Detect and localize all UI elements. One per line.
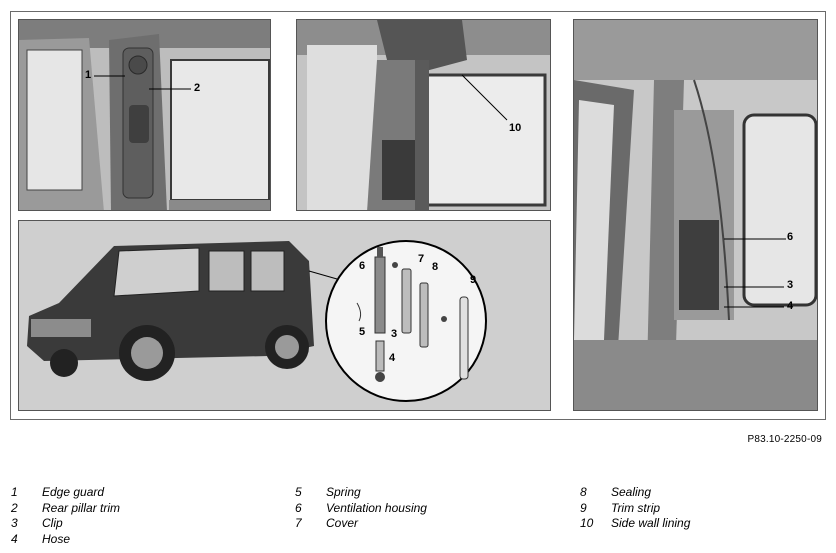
callout-7: 7 xyxy=(418,253,425,265)
callout-3: 3 xyxy=(787,279,794,291)
callout-2: 2 xyxy=(194,82,201,94)
panel-rear-pillar xyxy=(18,19,271,211)
panel-vehicle-detail xyxy=(18,220,551,411)
callout-4: 4 xyxy=(787,300,794,312)
panel-interior-pillar xyxy=(573,19,818,411)
figure-id: P83.10-2250-09 xyxy=(747,434,822,445)
callout-1: 1 xyxy=(85,69,92,81)
callout-8: 8 xyxy=(432,261,439,273)
callout-6: 6 xyxy=(787,231,794,243)
callout-10: 10 xyxy=(509,122,522,134)
callout-9: 9 xyxy=(470,274,477,286)
callout-3-detail: 3 xyxy=(391,328,398,340)
panel-side-wall xyxy=(296,19,551,211)
callout-6-detail: 6 xyxy=(359,260,366,272)
callout-5: 5 xyxy=(359,326,366,338)
callout-4-detail: 4 xyxy=(389,352,396,364)
